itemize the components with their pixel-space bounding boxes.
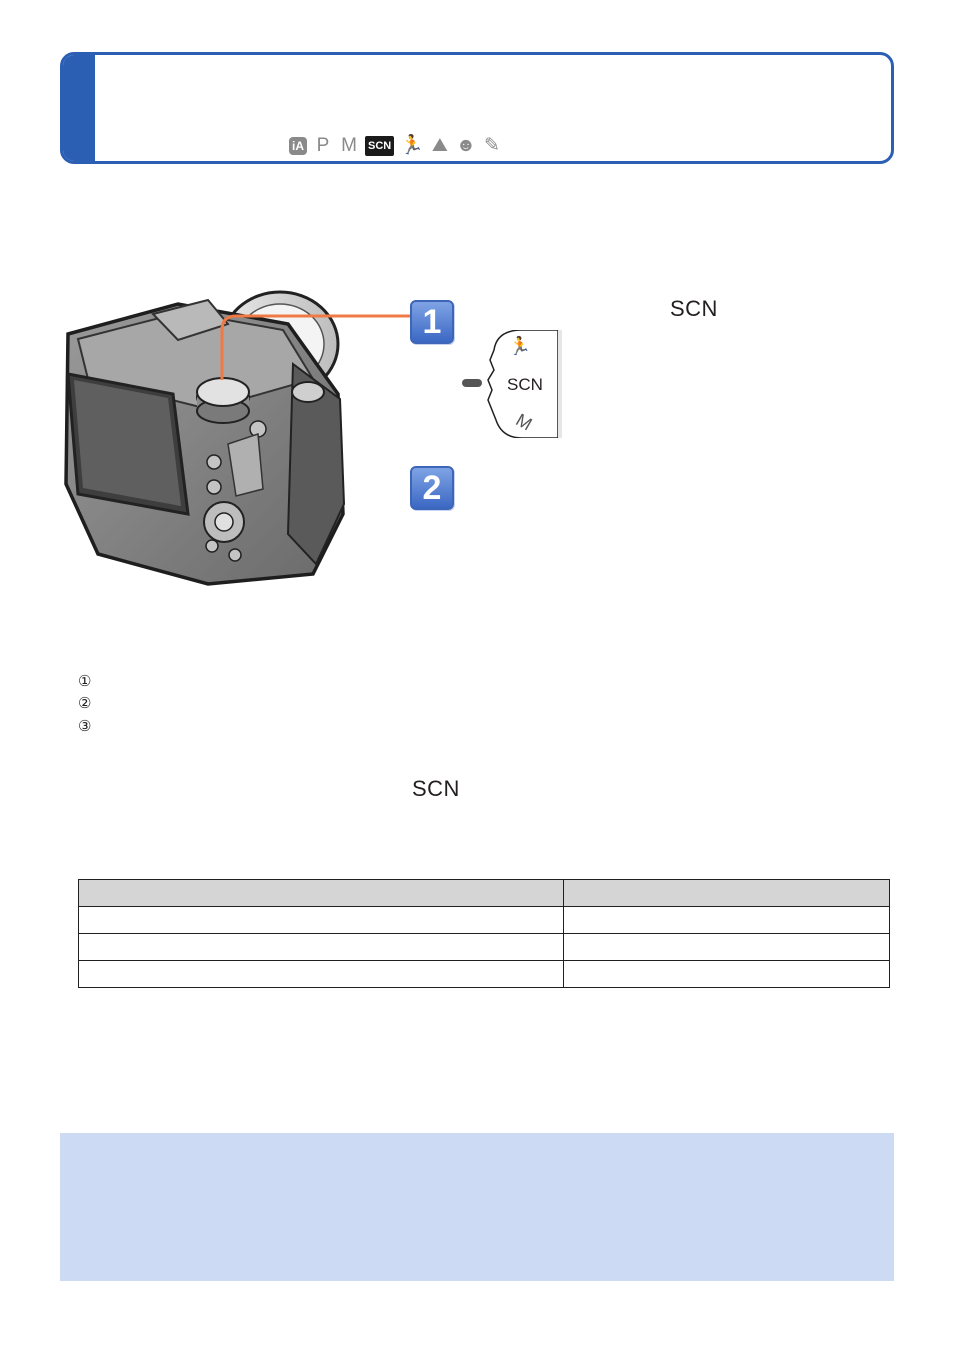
scenery-mode-icon: ⛰ (431, 135, 448, 156)
table-row (79, 907, 890, 934)
table-cell (79, 961, 564, 988)
table-cell (79, 934, 564, 961)
step-2-badge: 2 (410, 466, 454, 510)
body-scn-label: SCN (412, 776, 460, 801)
dial-scn-label: SCN (507, 375, 543, 394)
table-cell (79, 907, 564, 934)
table-cell (564, 907, 890, 934)
table-header-row (79, 880, 890, 907)
sports-mode-icon: 🏃 (400, 135, 424, 156)
table-header-cell (79, 880, 564, 907)
circled-number-1: ① (78, 673, 92, 690)
table-cell (564, 961, 890, 988)
dial-m-label: M (512, 409, 536, 435)
program-mode-icon: P (316, 135, 330, 156)
table-row (79, 934, 890, 961)
settings-table (78, 879, 890, 988)
manual-mode-icon: M (341, 135, 357, 156)
recording-mode-icons (289, 135, 502, 157)
intelligent-auto-mode-icon: iA (289, 137, 307, 155)
creative-mode-icon: ✎ (483, 135, 500, 156)
sports-icon: 🏃 (508, 336, 532, 357)
dial-indicator-mark (462, 379, 482, 387)
mode-dial-detail (462, 330, 562, 438)
table-row (79, 961, 890, 988)
table-header-cell (564, 880, 890, 907)
table-cell (564, 934, 890, 961)
title-accent-bar (63, 55, 95, 161)
circled-number-3: ③ (78, 718, 92, 735)
scene-mode-icon: SCN (365, 136, 394, 156)
portrait-mode-icon: ☻ (455, 135, 476, 156)
camera-illustration (58, 284, 358, 589)
circled-number-2: ② (78, 695, 92, 712)
note-box (60, 1133, 894, 1281)
step-1-scn-label: SCN (670, 296, 718, 321)
title-box (60, 52, 894, 164)
step-1-badge: 1 (410, 300, 454, 344)
